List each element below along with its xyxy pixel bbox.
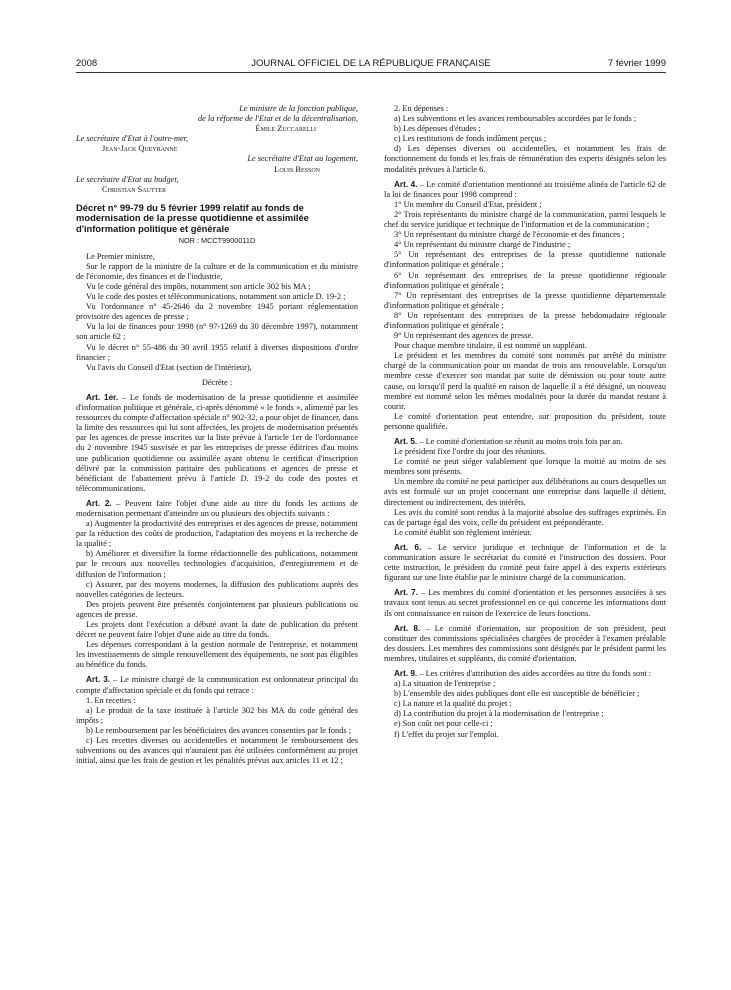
paragraph: Le président fixe l'ordre du jour des réunions. (394, 447, 547, 457)
left-column (76, 104, 358, 766)
article-1: Art. 1er. – Le fonds de modernisation de la presse quotidienne et assimilée d'information politique et générale, ci-après dénommé « le fonds », alimenté par les ressources du compte d'affectation spéciale n° 902-32, a pour objet de financer, dans la limite des ressources qui lui sont affectées, les projets de modernisation présentés par les agences de presse inscrites sur la liste prévue à l'article 1er de l'ordonnance du 2 novembre 1945 susvisée et par les entreprises de presse éditrices d'au moins une publication quotidienne ou assimilée ayant obtenu le certificat d'inscription délivré par la commission paritaire des publications et agences de presse et bénéficiant de l'abattement prévu à l'article D. 19-2 du code des postes et télécommunications. (76, 392, 359, 493)
signatory-name: Jean-Jack Queyranne (102, 144, 178, 154)
decrete-heading: Décrète : (201, 377, 233, 387)
paragraph: b) Les dépenses d'études ; (394, 124, 481, 134)
paragraph: a) La situation de l'entreprise ; (394, 679, 496, 689)
paragraph: c) Les recettes diverses ou accidentelles et notamment le remboursement des subventions ou des avances qui n'auraient pas été utilisées conformément au projet initial, ainsi que les frais de gestion et les pénalités prévus aux articles 11 et 12 ; (76, 736, 358, 766)
paragraph: c) Les restitutions de fonds indûment perçus ; (394, 134, 547, 144)
paragraph: a) Les subventions et les avances remboursables accordées par le fonds ; (394, 114, 637, 124)
article-5: Art. 5. – Le comité d'orientation se réunit au moins trois fois par an. (394, 437, 623, 446)
article-9: Art. 9. – Les critères d'attribution des aides accordées au titre du fonds sont : (394, 668, 652, 678)
paragraph: 2° Trois représentants du ministre chargé de la communication, parmi lesquels le chef du service juridique et technique de l'information et de la communication ; (384, 209, 666, 230)
header-rule (76, 72, 666, 73)
paragraph: Un membre du comité ne peut participer aux délibérations au cours desquelles un avis est formulé sur un projet concernant une entreprise dans laquelle il détient, directement ou indirectement, des intérêts. (384, 477, 667, 507)
paragraph: Les projets dont l'exécution a débuté avant la date de publication du présent décret ne peuvent faire l'objet d'une aide au titre du fonds. (76, 620, 358, 640)
paragraph: Les dépenses correspondant à la gestion normale de l'entreprise, et notamment les investissements de simple renouvellement des équipements, ne sont pas éligibles au bénéfice du fonds. (76, 640, 358, 670)
article-label: Art. 6. (394, 542, 422, 552)
paragraph: Le comité établit son règlement intérieur. (394, 527, 532, 537)
article-8: Art. 8. – Le comité d'orientation, sur proposition de son président, peut constituer des commissions spécialisées chargées de procéder à l'examen préalable des dossiers. Les membres des commissions sont désignés par le président parmi les membres, titulaires et suppléants, du comité d'orientation. (384, 623, 666, 663)
signatory-title: de la réforme de l'Etat et de la décentralisation, (197, 114, 358, 124)
paragraph: b) Améliorer et diversifier la forme rédactionnelle des publications, notamment par le recours aux nouvelles technologies d'acquisition, d'enregistrement et de diffusion de l'information ; (76, 549, 358, 579)
paragraph: 9° Un représentant des agences de presse. (394, 331, 534, 341)
signatory-name: Émile Zuccarelli (255, 124, 316, 134)
article-label: Art. 7. (394, 588, 419, 598)
paragraph: a) Le produit de la taxe instituée à l'article 302 bis MA du code général des impôts ; (76, 705, 358, 725)
paragraph: Vu le code général des impôts, notamment son article 302 bis MA ; (86, 282, 311, 291)
paragraph: d) Les dépenses diverses ou accidentelles, et notamment les frais de fonctionnement du fonds et les frais de rémunération des experts désignés selon les modalités prévues à l'article 6. (384, 144, 666, 174)
paragraph: Des projets peuvent être présentés conjointement par plusieurs publications ou agences de presse. (76, 599, 358, 619)
nor-reference: NOR : MCCT9900011D (178, 235, 256, 245)
article-label: Art. 4. (394, 179, 418, 189)
article-label: Art. 2. (86, 498, 112, 508)
paragraph: f) L'effet du projet sur l'emploi. (394, 729, 499, 739)
paragraph: b) L'ensemble des aides publiques dont elle est susceptible de bénéficier ; (394, 689, 640, 699)
article-label: Art. 1er. (86, 392, 119, 402)
decree-title: Décret n° 99-79 du 5 février 1999 relatif au fonds de modernisation de la presse quotidienne et assimilée d'information politique et générale (76, 201, 309, 235)
journal-title: JOURNAL OFFICIEL DE LA RÉPUBLIQUE FRANÇAISE (251, 58, 491, 69)
paragraph: b) Le remboursement par les bénéficiaires des avances consenties par le fonds ; (86, 725, 352, 735)
paragraph: 4° Un représentant du ministre chargé de l'industrie ; (394, 240, 571, 250)
article-label: Art. 8. (394, 623, 421, 633)
paragraph: d) La contribution du projet à la modernisation de l'entreprise ; (394, 709, 604, 719)
paragraph: Les avis du comité sont rendus à la majorité absolue des suffrages exprimés. En cas de partage égal des voix, celle du président est prépondérante. (384, 507, 666, 527)
signatory-title: Le ministre de la fonction publique, (239, 104, 358, 113)
article-2: Art. 2. – Peuvent faire l'objet d'une aide au titre du fonds les actions de modernisation permettant d'atteindre un ou plusieurs des objectifs suivants : (76, 498, 358, 518)
paragraph: Vu le code des postes et télécommunications, notamment son article D. 19-2 ; (86, 292, 346, 302)
paragraph: Vu le décret n° 55-486 du 30 avril 1955 relatif à diverses dispositions d'ordre financier ; (76, 342, 358, 362)
paragraph: c) La nature et la qualité du projet ; (394, 699, 512, 709)
paragraph: 1. En recettes : (86, 695, 136, 705)
paragraph: Pour chaque membre titulaire, il est nommé un suppléant. (394, 341, 587, 351)
paragraph: 2. En dépenses : (394, 104, 449, 113)
paragraph: 5° Un représentant des entreprises de la presse quotidienne nationale d'information politique et générale ; (384, 250, 666, 270)
paragraph: Vu l'avis du Conseil d'Etat (section de l'intérieur), (86, 362, 252, 372)
page-number: 2008 (76, 58, 98, 69)
paragraph: Le comité ne peut siéger valablement que lorsque la moitié au moins de ses membres sont présents. (384, 457, 666, 477)
signatory-title: Le secrétaire d'Etat au budget, (76, 174, 179, 184)
article-label: Art. 3. (86, 675, 111, 685)
paragraph: c) Assurer, par des moyens modernes, la diffusion des publications auprès des nouvelles catégories de lecteurs. (76, 579, 358, 599)
paragraph: Le Premier ministre, (86, 251, 155, 261)
paragraph: Vu la loi de finances pour 1998 (n° 97-1269 du 30 décembre 1997), notamment son article 62 ; (76, 322, 358, 342)
paragraph: 1° Un membre du Conseil d'Etat, président ; (394, 199, 542, 209)
signatory-name: Christian Sautter (102, 184, 166, 194)
issue-date: 7 février 1999 (607, 58, 666, 69)
article-7: Art. 7. – Les membres du comité d'orientation et les personnes associées à ses travaux sont tenus au secret professionnel en ce qui concerne les informations dont ils ont connaissance en raison de l'exercice de leurs fonctions. (384, 588, 666, 618)
article-4: Art. 4. – Le comité d'orientation mentionné au troisième alinéa de l'article 62 de la loi de finances pour 1998 comprend : (384, 179, 666, 199)
paragraph: 6° Un représentant des entreprises de la presse quotidienne régionale d'information politique et générale ; (384, 270, 666, 290)
paragraph: e) Son coût net pour celle-ci ; (394, 719, 493, 729)
right-column (384, 104, 666, 740)
paragraph: Sur le rapport de la ministre de la culture et de la communication et du ministre de l'économie, des finances et de l'industrie, (76, 261, 358, 281)
paragraph: 3° Un représentant du ministre chargé de l'économie et des finances ; (394, 230, 625, 240)
signatory-title: Le secrétaire d'Etat au logement, (247, 154, 358, 164)
article-label: Art. 5. (394, 437, 418, 446)
paragraph: Le président et les membres du comité sont nommés par arrêté du ministre chargé de la communication pour un mandat de trois ans renouvelable. Lorsqu'un membre cesse d'exercer son mandat par suite de démission ou pour toute autre cause, ou lorsqu'il perd la qualité en raison de laquelle il a été désigné, un nouveau membre est nommé selon les mêmes modalités pour la durée du mandat restant à courir. (384, 351, 666, 411)
paragraph: 7° Un représentant des entreprises de la presse quotidienne départementale d'information politique et générale ; (384, 290, 666, 310)
article-6: Art. 6. – Le service juridique et technique de l'information et de la communication assure le secrétariat du comité et l'instruction des dossiers. Pour cette instruction, le président du comité peut faire appel à des experts extérieurs figurant sur une liste établie par le ministre chargé de la communication. (384, 542, 666, 583)
article-3: Art. 3. – Le ministre chargé de la communication est ordonnateur principal du compte d'affectation spéciale et du fonds qui retrace : (76, 675, 358, 695)
article-label: Art. 9. (394, 668, 418, 678)
paragraph: a) Augmenter la productivité des entreprises et des agences de presse, notamment par la réduction des coûts de production, l'adaptation des moyens et la recherche de la qualité ; (76, 519, 359, 549)
paragraph: Le comité d'orientation peut entendre, sur proposition du président, toute personne qualifiée. (384, 411, 666, 431)
page-header (76, 58, 666, 72)
paragraph: 8° Un représentant des entreprises de la presse hebdomadaire régionale d'information politique et générale ; (384, 310, 666, 330)
signatory-title: Le secrétaire d'Etat à l'outre-mer, (76, 134, 189, 144)
signatory-name: Louis Besson (274, 164, 320, 174)
paragraph: Vu l'ordonnance n° 45-2646 du 2 novembre 1945 portant réglementation provisoire des agences de presse ; (76, 302, 358, 322)
